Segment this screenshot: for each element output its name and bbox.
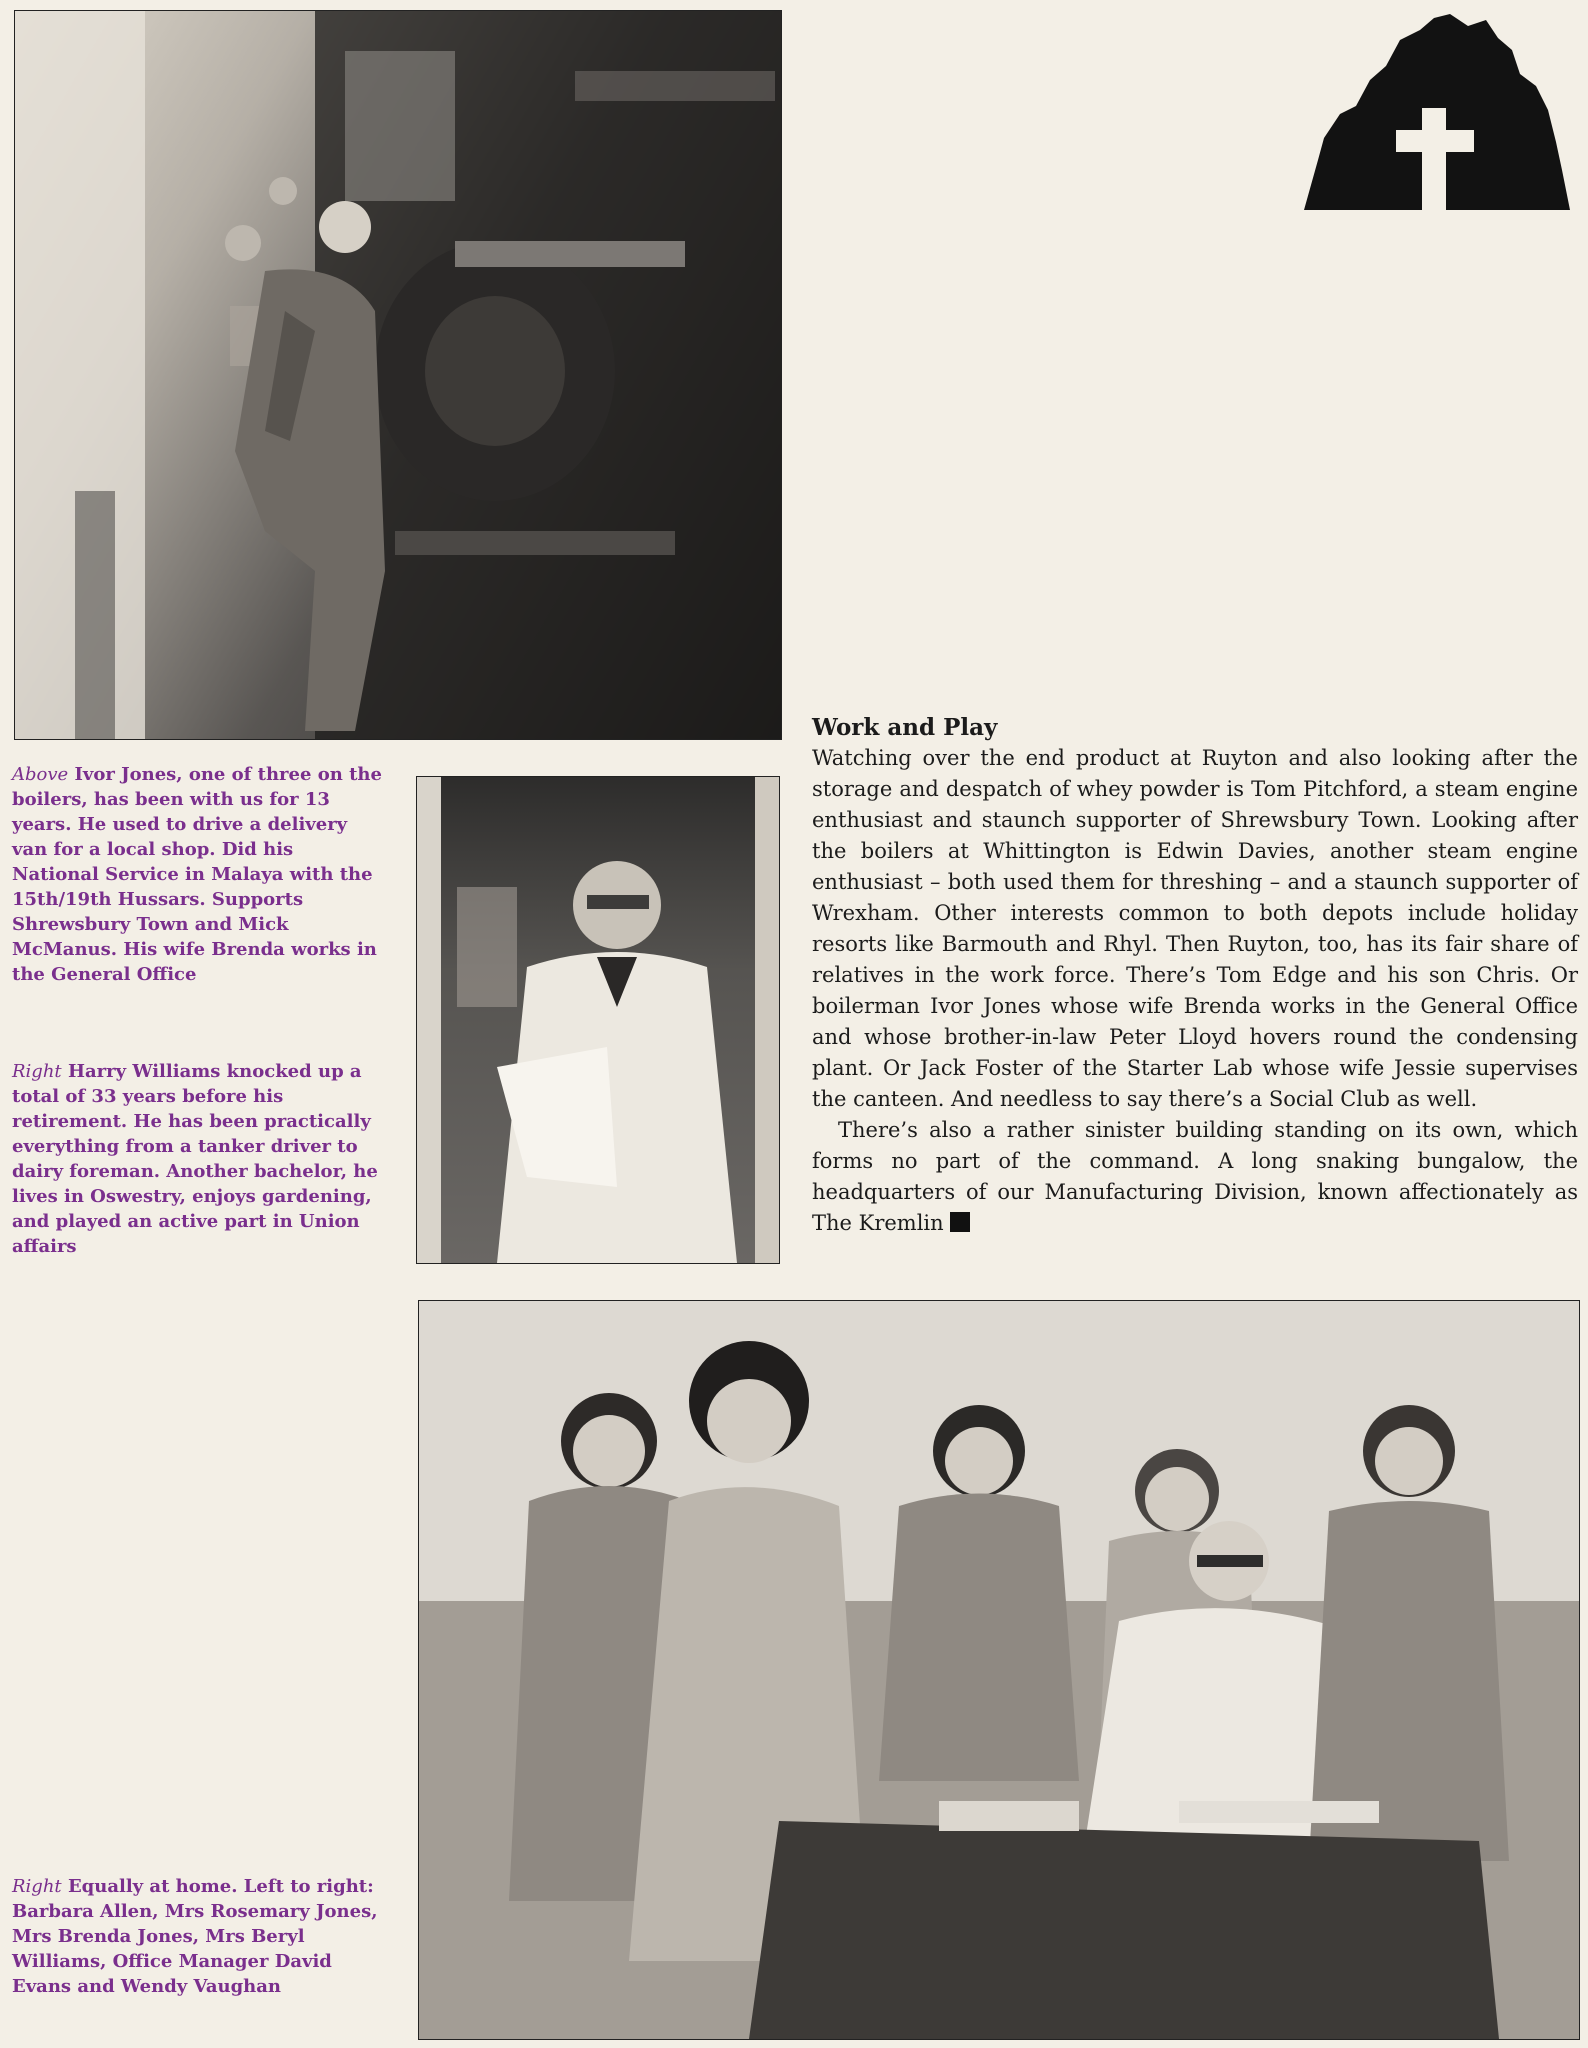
caption-harry-williams bbox=[12, 1059, 382, 1259]
photo-boiler-room bbox=[14, 10, 782, 740]
article-paragraph-1: Watching over the end product at Ruyton and also looking after the storage and despatch of whey powder is Tom Pitchford, a steam engine enthusiast and staunch supporter of Shrewsbury Town. Looking after the boilers at Whittington is Edwin Davies, another steam engine enthusiast – both used them for threshing – and a staunch supporter of Wrexham. Other interests common to both depots include holiday resorts like Barmouth and Rhyl. Then Ruyton, too, has its fair share of relatives in the work force. There’s Tom Edge and his son Chris. Or boilerman Ivor Jones whose wife Brenda works in the General Office and whose brother-in-law Peter Lloyd hovers round the condensing plant. Or Jack Foster of the Starter Lab whose wife Jessie supervises the canteen. And needless to say there’s a Social Club as well. bbox=[812, 746, 1578, 1111]
caption-text: Harry Williams knocked up a total of 33 years before his retirement. He has been practically everything from a tanker driver to dairy foreman. Another bachelor, he lives in Oswestry, enjoys gardening, and played an active part in Union affairs bbox=[12, 1061, 378, 1257]
harry-photo-illustration bbox=[417, 777, 779, 1263]
article-work-and-play bbox=[812, 712, 1578, 1239]
caption-lead: Right bbox=[12, 1876, 62, 1897]
caption-text: Ivor Jones, one of three on the boilers, has been with us for 13 years. He used to drive a delivery van for a local shop. Did his National Service in Malaya with the 15th/19th Hussars. Supports Shrewsbury Town and Mick McManus. His wife Brenda works in the General Office bbox=[12, 764, 382, 985]
caption-lead: Right bbox=[12, 1061, 62, 1082]
article-paragraph-2-text: There’s also a rather sinister building standing on its own, which forms no part of the command. A long snaking bungalow, the headquarters of our Manufacturing Division, known affectionately as The Kremlin bbox=[812, 1118, 1578, 1235]
caption-ivor-jones bbox=[12, 762, 382, 987]
boiler-photo-illustration bbox=[15, 11, 781, 739]
article-paragraph-2 bbox=[812, 1115, 1578, 1239]
photo-office-staff bbox=[418, 1300, 1580, 2040]
staff-photo-illustration bbox=[419, 1301, 1579, 2039]
article-heading: Work and Play bbox=[812, 714, 998, 741]
photo-harry-williams bbox=[416, 776, 780, 1264]
caption-office-staff bbox=[12, 1874, 382, 1999]
caption-lead: Above bbox=[12, 764, 69, 785]
caption-text: Equally at home. Left to right: Barbara Allen, Mrs Rosemary Jones, Mrs Brenda Jones, Mrs Beryl Williams, Office Manager David Evans and Wendy Vaughan bbox=[12, 1876, 378, 1997]
cross-emblem-icon bbox=[1300, 10, 1572, 216]
black-square-icon bbox=[950, 1212, 970, 1232]
